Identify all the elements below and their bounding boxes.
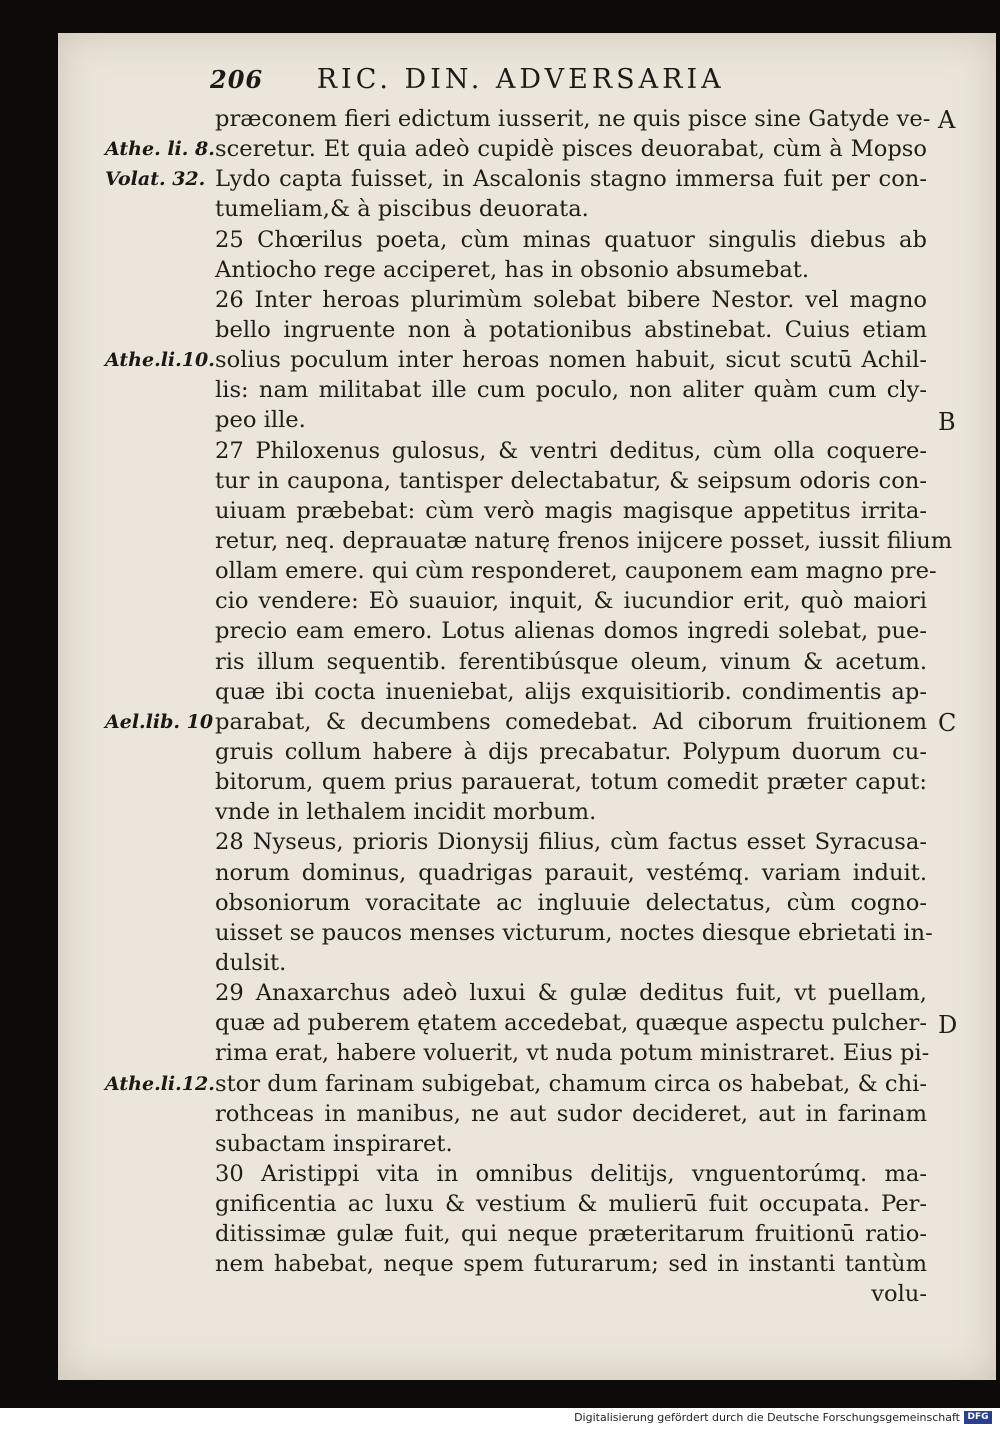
text-line: 28 Nyseus, prioris Dionysij filius, cùm factus esset Syracusa-	[215, 829, 927, 856]
section-letter: B	[938, 407, 956, 436]
running-title: RIC. DIN. ADVERSARIA	[316, 64, 725, 95]
digitization-credit: Digitalisierung gefördert durch die Deutsche Forschungsgemeinschaft	[574, 1411, 960, 1424]
margin-note: Volat. 32.	[105, 168, 206, 191]
text-line: Lydo capta fuisset, in Ascalonis stagno immersa fuit per con-	[215, 166, 927, 193]
text-line: parabat, & decumbens comedebat. Ad ciborum fruitionem	[215, 708, 927, 735]
section-letter: C	[938, 709, 957, 737]
text-line: gruis collum habere à dijs precabatur. Polypum duorum cu-	[215, 738, 927, 765]
section-letter: D	[938, 1010, 958, 1039]
text-line: nem habebat, neque spem futurarum; sed in instanti tantùm	[215, 1251, 927, 1278]
text-line: tumeliam,& à piscibus deuorata.	[215, 196, 589, 223]
text-line: quæ ibi cocta inueniebat, alijs exquisitiorib. condimentis ap-	[215, 678, 927, 705]
text-line: cio vendere: Eò suauior, inquit, & iucundior erit, quò maiori	[215, 588, 927, 615]
text-line: 25 Chœrilus poeta, cùm minas quatuor singulis diebus ab	[215, 226, 927, 253]
text-line: Antiocho rege acciperet, has in obsonio absumebat.	[215, 256, 810, 283]
text-line: rothceas in manibus, ne aut sudor decideret, aut in farinam	[215, 1100, 927, 1127]
text-line: præconem fieri edictum iusserit, ne quis pisce sine Gatyde ve-	[215, 106, 931, 132]
text-line: uisset se paucos menses victurum, noctes diesque ebrietati in-	[215, 919, 933, 946]
text-line: norum dominus, quadrigas parauit, vestémq. variam induit.	[215, 859, 927, 886]
text-line: ollam emere. qui cùm responderet, cauponem eam magno pre-	[215, 558, 937, 585]
text-line: bello ingruente non à potationibus abstinebat. Cuius etiam	[215, 316, 927, 343]
margin-note: Athe.li.12.	[105, 1072, 215, 1095]
text-line: solius poculum inter heroas nomen habuit, sicut scutū Achil-	[215, 347, 927, 374]
text-line: tur in caupona, tantisper delectabatur, & seipsum odoris con-	[215, 467, 927, 494]
text-line: uiuam præbebat: cùm verò magis magisque appetitus irrita-	[215, 497, 927, 524]
text-line: ris illum sequentib. ferentibúsque oleum, vinum & acetum.	[215, 648, 927, 675]
text-line: retur, neq. deprauatæ naturę frenos inijcere posset, iussit filium	[215, 527, 953, 554]
margin-note: Ael.lib. 10	[105, 711, 214, 733]
section-letter: A	[938, 106, 956, 134]
text-line: 29 Anaxarchus adeò luxui & gulæ deditus fuit, vt puellam,	[215, 980, 927, 1007]
text-line: lis: nam militabat ille cum poculo, non aliter quàm cum cly-	[215, 377, 927, 404]
text-line: sceretur. Et quia adeò cupidè pisces deuorabat, cùm à Mopso	[215, 136, 927, 163]
text-line: rima erat, habere voluerit, vt nuda potum ministraret. Eius pi-	[215, 1040, 930, 1067]
text-line: quæ ad puberem ętatem accedebat, quæque aspectu pulcher-	[215, 1010, 927, 1037]
text-line: gnificentia ac luxu & vestium & mulierū fuit occupata. Per-	[215, 1191, 927, 1218]
margin-note: Athe. li. 8.	[105, 138, 215, 161]
text-line: dulsit.	[215, 949, 287, 976]
text-line: 27 Philoxenus gulosus, & ventri deditus, cùm olla coquere-	[215, 437, 927, 464]
margin-note: Athe.li.10.	[105, 349, 215, 372]
page-number: 206	[210, 65, 264, 94]
text-line: obsoniorum voracitate ac ingluuie delectatus, cùm cogno-	[215, 889, 927, 916]
body-text	[215, 104, 953, 1310]
text-line: precio eam emero. Lotus alienas domos ingredi solebat, pue-	[215, 618, 927, 645]
text-line: peo ille.	[215, 407, 306, 434]
text-line: volu-	[871, 1281, 927, 1308]
text-line: bitorum, quem prius parauerat, totum comedit præter caput:	[215, 769, 927, 796]
dfg-logo: DFG	[964, 1411, 992, 1424]
text-line: stor dum farinam subigebat, chamum circa os habebat, & chi-	[215, 1070, 927, 1097]
text-line: ditissimæ gulæ fuit, qui neque præteritarum fruitionū ratio-	[215, 1221, 927, 1248]
text-line: vnde in lethalem incidit morbum.	[215, 799, 597, 826]
text-line: 26 Inter heroas plurimùm solebat bibere Nestor. vel magno	[215, 286, 927, 313]
text-line: subactam inspiraret.	[215, 1130, 453, 1157]
text-line: 30 Aristippi vita in omnibus delitijs, vnguentorúmq. ma-	[215, 1160, 927, 1187]
page-header	[210, 64, 725, 95]
